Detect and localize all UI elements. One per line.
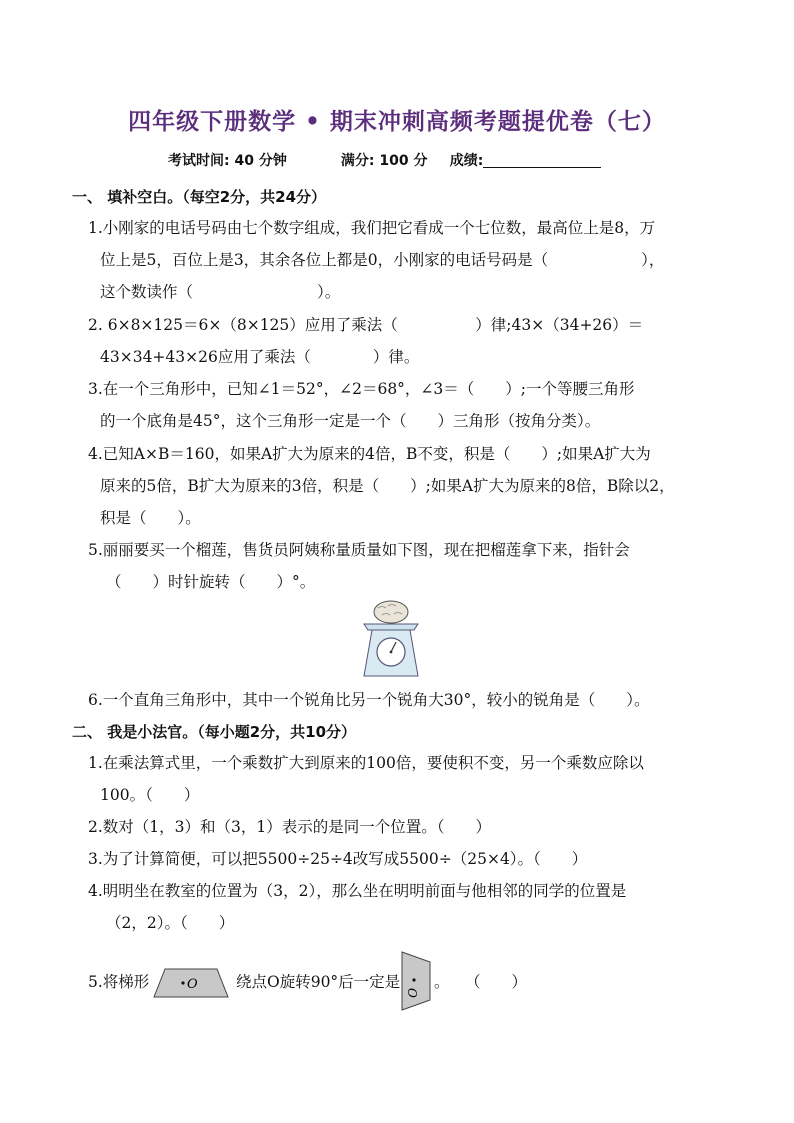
exam-time: 考试时间: 40 分钟 <box>168 153 287 169</box>
section-2-title: 二、 我是小法官。（每小题2分，共10分） <box>72 723 357 741</box>
s1-q6-line1: 6.一个直角三角形中，其中一个锐角比另一个锐角大30°，较小的锐角是（ ）。 <box>88 691 650 709</box>
rotated-point-label: O <box>405 988 419 998</box>
s1-q1-line2: 位上是5，百位上是3，其余各位上都是0，小刚家的电话号码是（ ）， <box>100 251 665 269</box>
grade-label: 成绩: <box>449 153 484 169</box>
rotated-trapezoid-figure <box>400 950 432 1012</box>
s2-q1-line2: 100。（ ） <box>100 786 200 804</box>
s1-q2-line1: 2. 6×8×125＝6×（8×125）应用了乘法（ ）律;43×（34+26）＝ <box>88 316 644 334</box>
s1-q5-line1: 5.丽丽要买一个榴莲，售货员阿姨称量质量如下图，现在把榴莲拿下来，指针会 <box>88 541 630 559</box>
s1-q5-line2: （ ）时针旋转（ ）°。 <box>106 573 316 591</box>
page-title: 四年级下册数学 • 期末冲刺高频考题提优卷（七） <box>128 108 666 135</box>
s1-q2-line2: 43×34+43×26应用了乘法（ ）律。 <box>100 348 420 366</box>
exam-meta <box>168 150 601 170</box>
scale-illustration <box>358 598 424 680</box>
trapezoid-figure <box>153 968 229 998</box>
s1-q4-line2: 原来的5倍，B扩大为原来的3倍，积是（ ）;如果A扩大为原来的8倍，B除以2， <box>100 477 675 495</box>
s2-q4-line1: 4.明明坐在教室的位置为（3，2），那么坐在明明前面与他相邻的同学的位置是 <box>88 882 627 900</box>
s1-q1-line3: 这个数读作（ ）。 <box>100 283 341 301</box>
s1-q4-line3: 积是（ ）。 <box>100 509 201 527</box>
section-1-title: 一、 填补空白。（每空2分，共24分） <box>72 188 327 206</box>
s1-q1-line1: 1.小刚家的电话号码由七个数字组成，我们把它看成一个七位数，最高位上是8，万 <box>88 219 656 237</box>
s1-q3-line1: 3.在一个三角形中，已知∠1＝52°，∠2＝68°，∠3＝（ ）;一个等腰三角形 <box>88 380 635 398</box>
s2-q3-line1: 3.为了计算简便，可以把5500÷25÷4改写成5500÷（25×4）。（ ） <box>88 850 588 868</box>
s2-q5-mid: 绕点O旋转90°后一定是 <box>236 973 401 991</box>
s2-q1-line1: 1.在乘法算式里，一个乘数扩大到原来的100倍，要使积不变，另一个乘数应除以 <box>88 754 644 772</box>
s2-q4-line2: （2，2）。（ ） <box>106 914 235 932</box>
exam-score: 满分: 100 分 <box>340 153 428 169</box>
trapezoid-point-label: O <box>187 977 198 992</box>
s2-q5-post: 。 （ ） <box>434 973 528 991</box>
s2-q2-line1: 2.数对（1，3）和（3，1）表示的是同一个位置。（ ） <box>88 818 491 836</box>
s2-q5-pre: 5.将梯形 <box>88 973 150 991</box>
s1-q3-line2: 的一个底角是45°，这个三角形一定是一个（ ）三角形（按角分类）。 <box>100 412 601 430</box>
s1-q4-line1: 4.已知A×B＝160，如果A扩大为原来的4倍，B不变，积是（ ）;如果A扩大为 <box>88 445 651 463</box>
scale-tray <box>364 624 418 630</box>
grade-blank-line <box>483 153 601 168</box>
